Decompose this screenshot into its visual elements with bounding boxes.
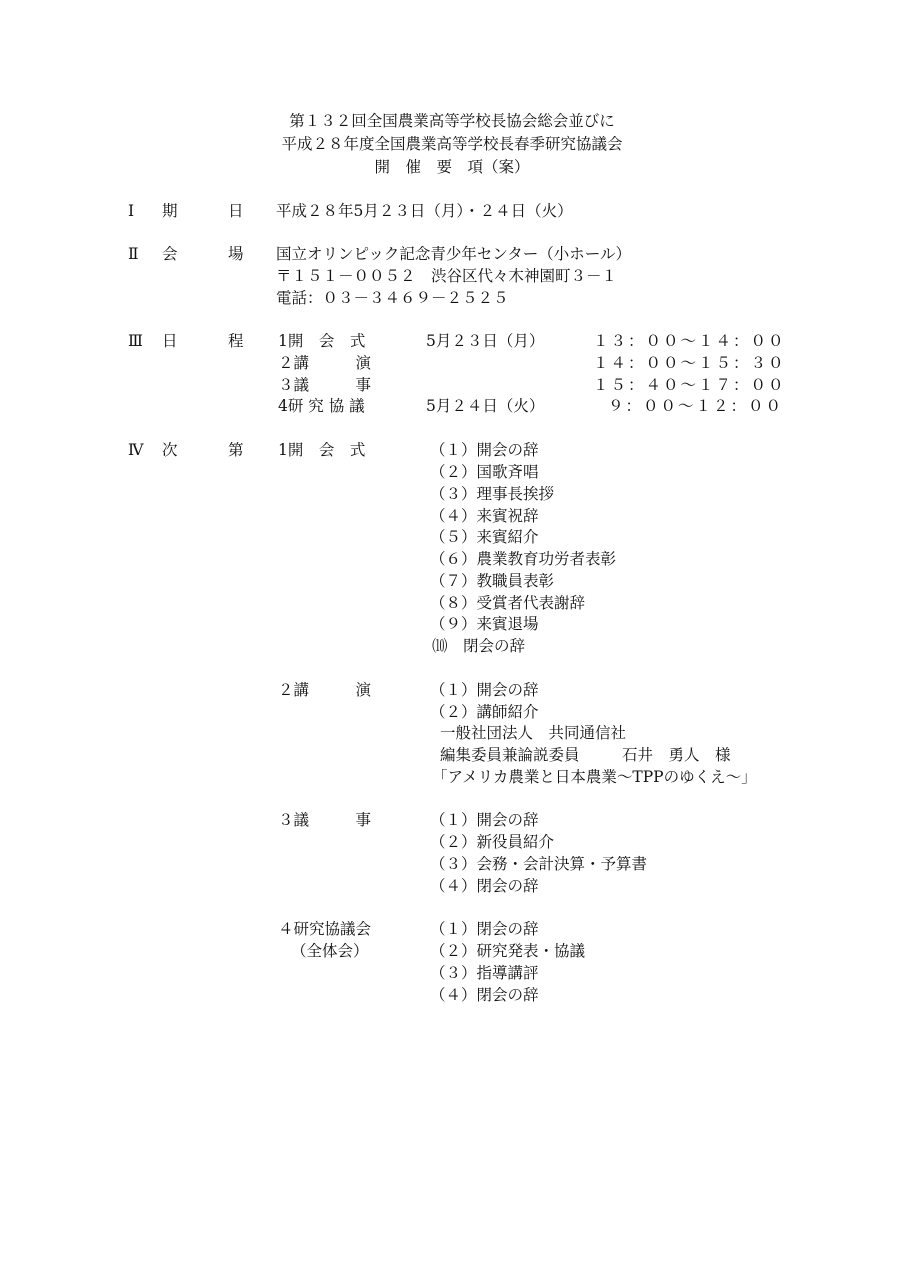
schedule-item-name: 4研 究 協 議 bbox=[278, 397, 365, 415]
program-list-item: （１）開会の辞 bbox=[430, 441, 539, 459]
program-proceedings-label: ３議 事 bbox=[278, 811, 372, 829]
title-line-1: 第１３２回全国農業高等学校長協会総会並びに bbox=[289, 112, 615, 130]
meeting-date: 平成２８年5月２３日（月）・２４日（火） bbox=[276, 202, 573, 220]
schedule-item-time: １３：００～１４：００ bbox=[593, 332, 786, 350]
program-list-item: （１）開会の辞 bbox=[430, 681, 539, 699]
program-list-item: （３）会務・会計決算・予算書 bbox=[430, 855, 648, 873]
program-list-item: （３）指導講評 bbox=[430, 964, 539, 982]
schedule-item-name: ２講 演 bbox=[278, 354, 372, 372]
program-list-item: （８）受賞者代表謝辞 bbox=[430, 594, 586, 612]
schedule-item-date: 5月２４日（火） bbox=[426, 397, 545, 415]
venue-address: 〒１５１－００５２ 渋谷区代々木神園町３－１ bbox=[276, 267, 618, 285]
program-research-label: ４研究協議会 bbox=[278, 920, 372, 938]
program-list-item: （６）農業教育功労者表彰 bbox=[430, 550, 617, 568]
section-label-program-b: 第 bbox=[228, 441, 244, 459]
lecture-title: 「アメリカ農業と日本農業～TPPのゆくえ～」 bbox=[432, 768, 757, 786]
program-list-item: （１）開会の辞 bbox=[430, 811, 539, 829]
section-label-program-a: 次 bbox=[162, 441, 178, 459]
section-num-2: Ⅱ bbox=[128, 245, 139, 263]
speaker-title: 編集委員兼論説委員 bbox=[440, 746, 580, 764]
speaker-name: 石井 勇人 様 bbox=[622, 746, 731, 764]
section-label-schedule-b: 程 bbox=[228, 332, 244, 350]
venue-name: 国立オリンピック記念青少年センター（小ホール） bbox=[276, 245, 631, 263]
program-list-item: ⑽ 閉会の辞 bbox=[432, 637, 526, 655]
section-num-1: Ⅰ bbox=[128, 202, 135, 220]
section-label-date-b: 日 bbox=[228, 202, 244, 220]
title-line-2: 平成２８年度全国農業高等学校長春季研究協議会 bbox=[281, 135, 623, 153]
section-label-schedule-a: 日 bbox=[162, 332, 178, 350]
program-list-item: （２）研究発表・協議 bbox=[430, 942, 586, 960]
program-list-item: （９）来賓退場 bbox=[430, 615, 539, 633]
schedule-item-time: ９：００～１２：００ bbox=[608, 397, 784, 415]
program-list-item: （４）来賓祝辞 bbox=[430, 507, 539, 525]
program-list-item: （３）理事長挨拶 bbox=[430, 485, 555, 503]
program-opening-label: 1開 会 式 bbox=[278, 441, 366, 459]
section-num-4: Ⅳ bbox=[128, 441, 144, 459]
title-line-3: 開 催 要 項（案） bbox=[374, 158, 530, 176]
program-list-item: （２）国歌斉唱 bbox=[430, 463, 539, 481]
speaker-organization: 一般社団法人 共同通信社 bbox=[440, 724, 627, 742]
schedule-item-name: ３議 事 bbox=[278, 376, 372, 394]
schedule-item-name: 1開 会 式 bbox=[278, 332, 366, 350]
section-label-venue-a: 会 bbox=[162, 245, 178, 263]
program-list-item: （４）閉会の辞 bbox=[430, 877, 539, 895]
schedule-item-date: 5月２３日（月） bbox=[426, 332, 545, 350]
program-list-item: （２）講師紹介 bbox=[430, 703, 539, 721]
section-label-date-a: 期 bbox=[162, 202, 178, 220]
program-list-item: （５）来賓紹介 bbox=[430, 528, 539, 546]
program-lecture-label: ２講 演 bbox=[278, 681, 372, 699]
program-list-item: （１）閉会の辞 bbox=[430, 920, 539, 938]
venue-phone: 電話：０３－３４６９－２５２５ bbox=[276, 289, 509, 307]
section-num-3: Ⅲ bbox=[128, 332, 143, 350]
program-list-item: （４）閉会の辞 bbox=[430, 986, 539, 1004]
section-label-venue-b: 場 bbox=[228, 245, 244, 263]
program-list-item: （７）教職員表彰 bbox=[430, 572, 555, 590]
program-list-item: （２）新役員紹介 bbox=[430, 833, 555, 851]
schedule-item-time: １５：４０～１７：００ bbox=[593, 376, 786, 394]
program-research-sublabel: （全体会） bbox=[291, 942, 369, 960]
schedule-item-time: １４：００～１５：３０ bbox=[593, 354, 786, 372]
